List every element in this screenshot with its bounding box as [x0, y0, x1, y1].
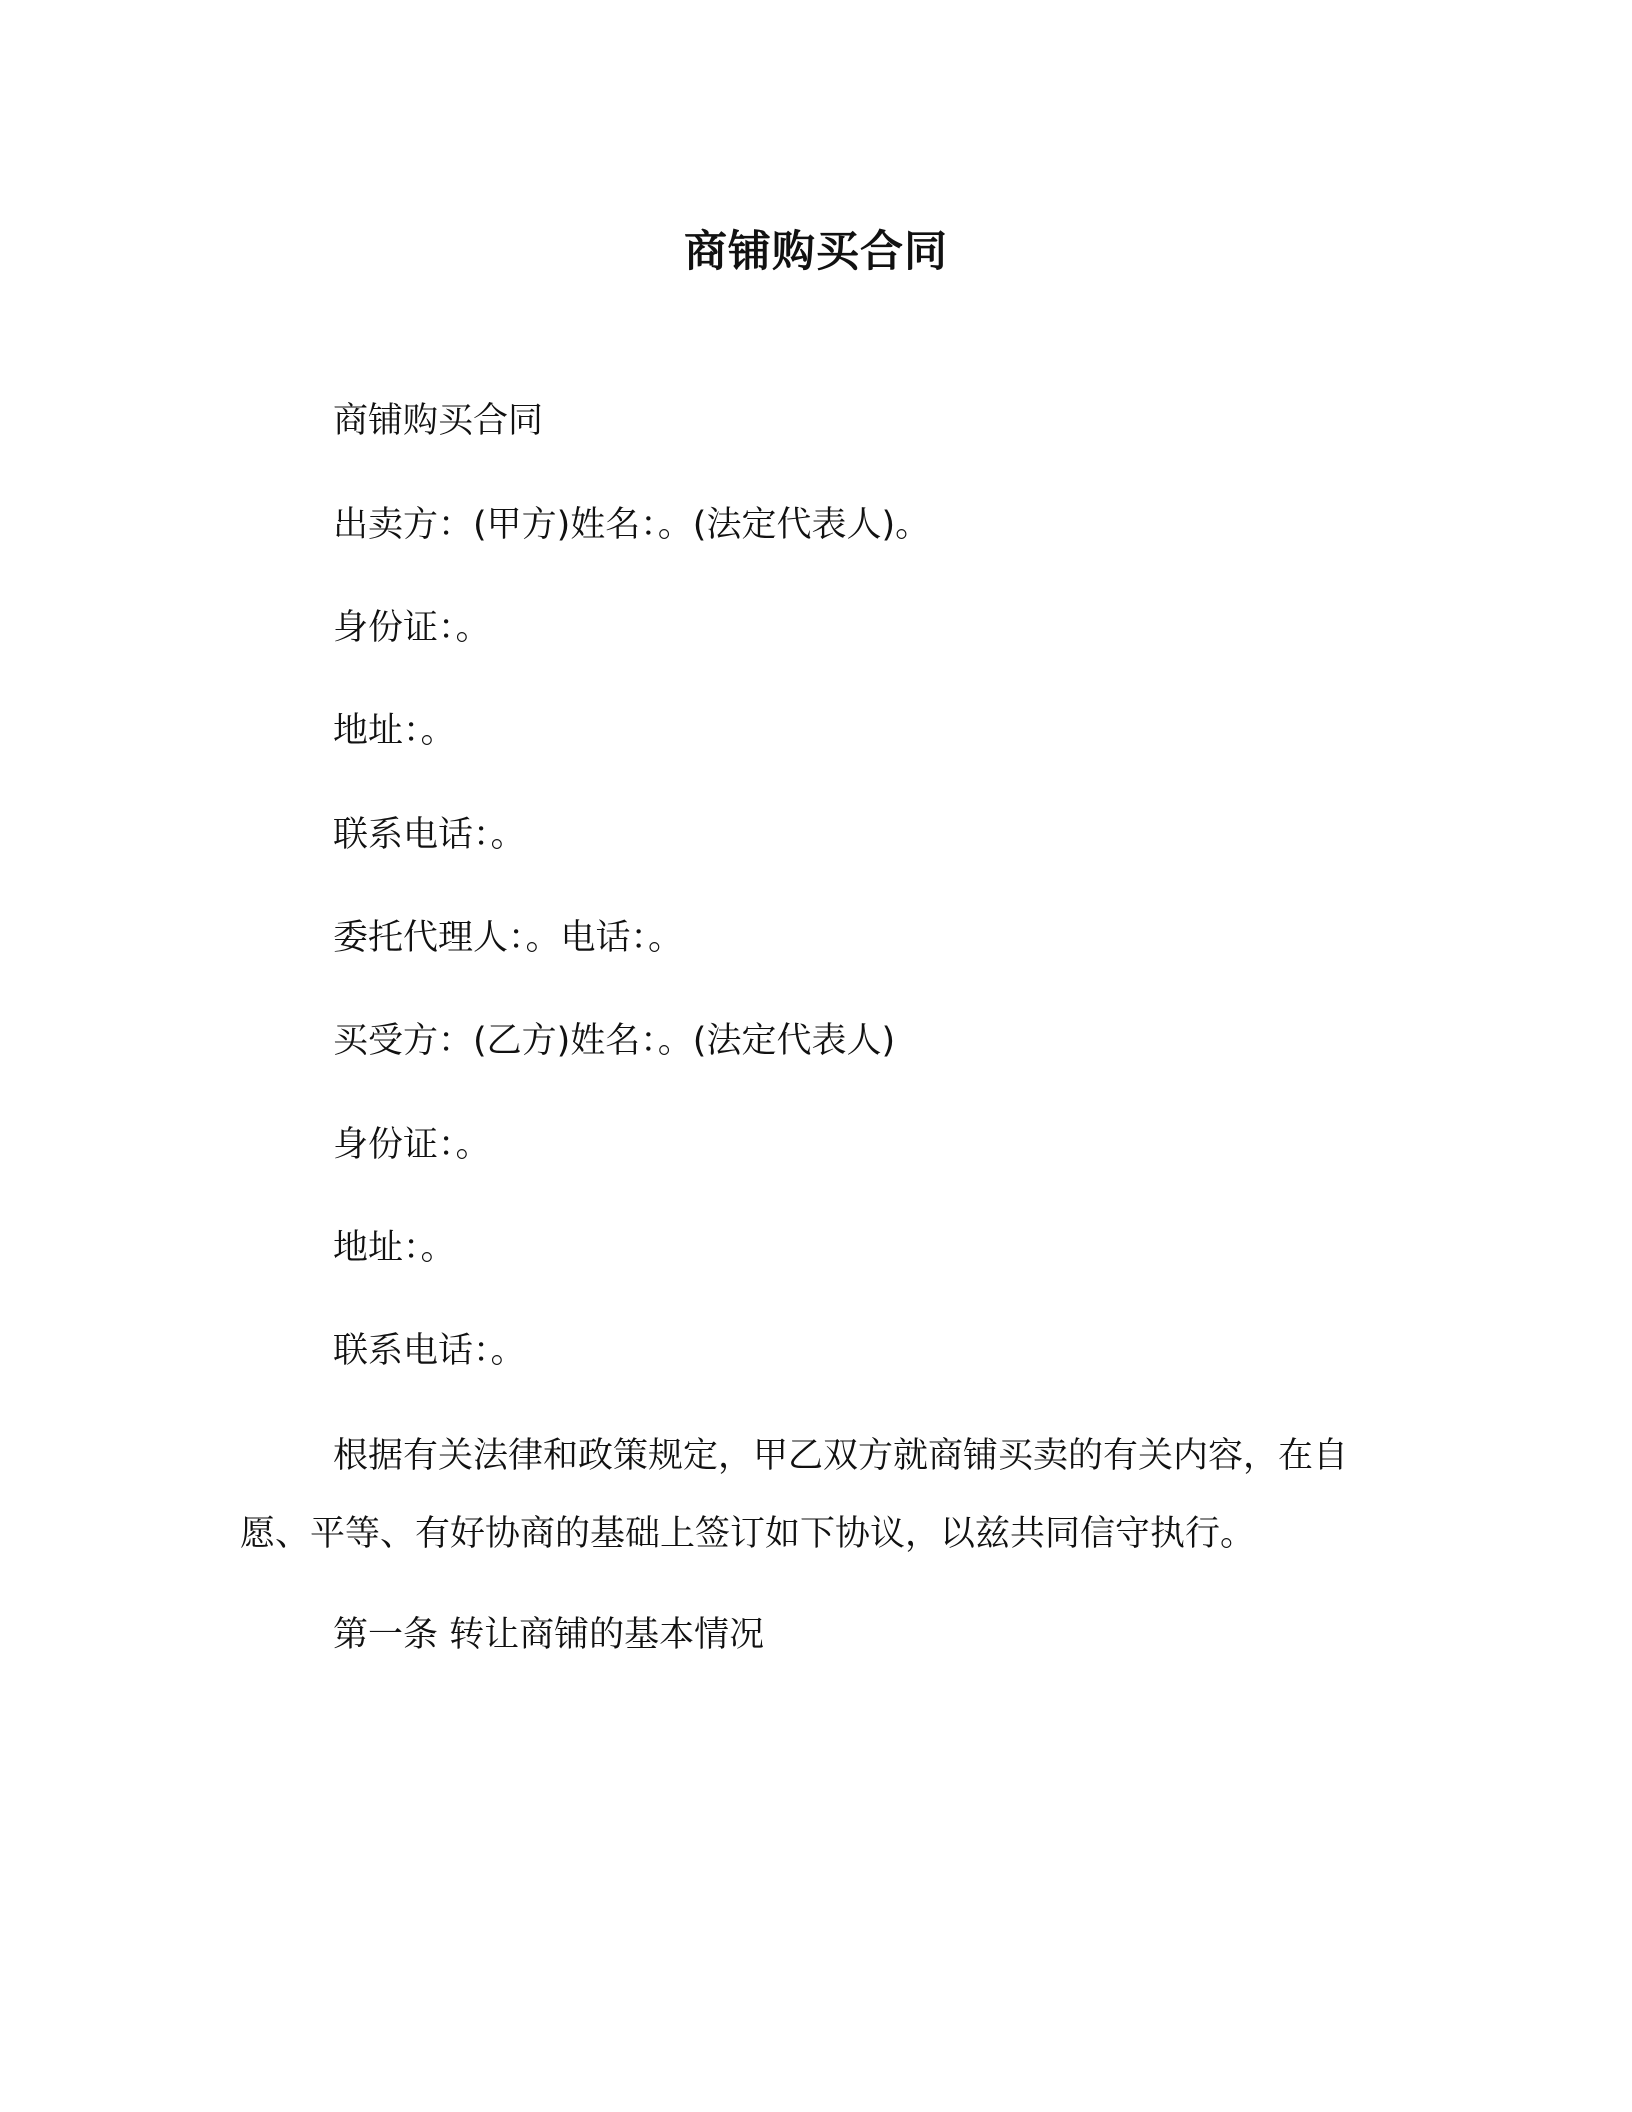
seller-id-line: 身份证：。: [333, 608, 491, 648]
seller-agent-line: 委托代理人：。电话：。: [333, 918, 684, 958]
document-title: 商铺购买合同: [684, 227, 948, 277]
seller-address-line: 地址：。: [333, 711, 456, 751]
seller-name-line: 出卖方：(甲方)姓名：。(法定代表人)。: [333, 505, 931, 545]
buyer-phone-line: 联系电话：。: [333, 1331, 526, 1371]
buyer-name-line: 买受方：(乙方)姓名：。(法定代表人): [333, 1021, 896, 1061]
article-1-heading: 第一条 转让商铺的基本情况: [333, 1615, 765, 1655]
seller-phone-line: 联系电话：。: [333, 815, 526, 855]
buyer-address-line: 地址：。: [333, 1228, 456, 1268]
preamble-paragraph: 根据有关法律和政策规定，甲乙双方就商铺买卖的有关内容，在自愿、平等、有好协商的基础上签订如下协议，以兹共同信守执行。: [240, 1436, 1349, 1554]
contract-subtitle: 商铺购买合同: [333, 401, 544, 441]
buyer-id-line: 身份证：。: [333, 1125, 491, 1165]
